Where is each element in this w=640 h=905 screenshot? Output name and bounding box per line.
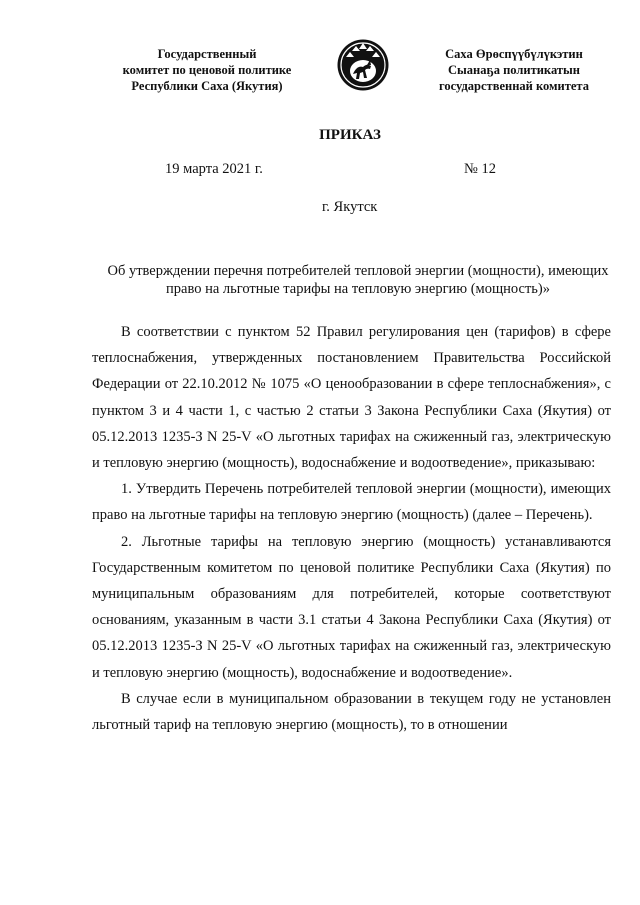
body-paragraph: 1. Утвердить Перечень потребителей тепловой энергии (мощности), имеющих право на льготные тарифы на тепловую энергию (мощность) (далее – Перечень). [92,481,611,524]
document-body [92,319,611,738]
header-left-line: комитет по ценовой политике [122,63,292,77]
body-paragraph: В случае если в муниципальном образовании в текущем году не установлен льготный тариф на тепловую энергию (мощность), то в отношении [92,690,611,734]
sakha-yakutia-coat-of-arms-icon [336,38,390,92]
header-right-line: Сыанаҕа политикатын [448,63,580,77]
document-date: 19 марта 2021 г. [165,161,263,177]
document-subject: Об утверждении перечня потребителей тепловой энергии (мощности), имеющих право на льготные тарифы на тепловую энергию (мощность)» [107,263,609,297]
document-number: № 12 [464,161,496,177]
header-right-line: государственнай комитета [439,79,589,93]
header-left-line: Республики Саха (Якутия) [131,79,283,93]
header-right-org-name [408,46,620,94]
document-title: ПРИКАЗ [319,127,381,143]
document-city: г. Якутск [322,199,378,215]
body-paragraph: В соответствии с пунктом 52 Правил регулирования цен (тарифов) в сфере теплоснабжения, утвержденных постановлением Правительства Российской Федерации от 22.10.2012 № 1075 «О ценообразовании в сфере теплоснабжения», с пунктом 3 и 4 части 1, с частью 2 статьи 3 Закона Республики Саха (Якутия) от 05.12.2013 1235-З N 25-V «О льготных тарифах на сжиженный газ, электрическую и тепловую энергию (мощность), водоснабжение и водоотведение», приказываю: [92,324,611,472]
body-paragraph: 2. Льготные тарифы на тепловую энергию (мощность) устанавливаются Государственным комитетом по ценовой политике Республики Саха (Якутия) по муниципальным образованиям для потребителей, которые соответствуют основаниям, указанным в части 3.1 статьи 4 Закона Республики Саха (Якутия) от 05.12.2013 1235-З N 25-V «О льготных тарифах на сжиженный газ, электрическую и тепловую энергию (мощность), водоснабжение и водоотведение». [92,533,611,681]
header-right-line: Саха Өрөспүүбүлүкэтин [445,47,583,61]
header-left-line: Государственный [157,47,257,61]
header-left-org-name [96,46,318,94]
